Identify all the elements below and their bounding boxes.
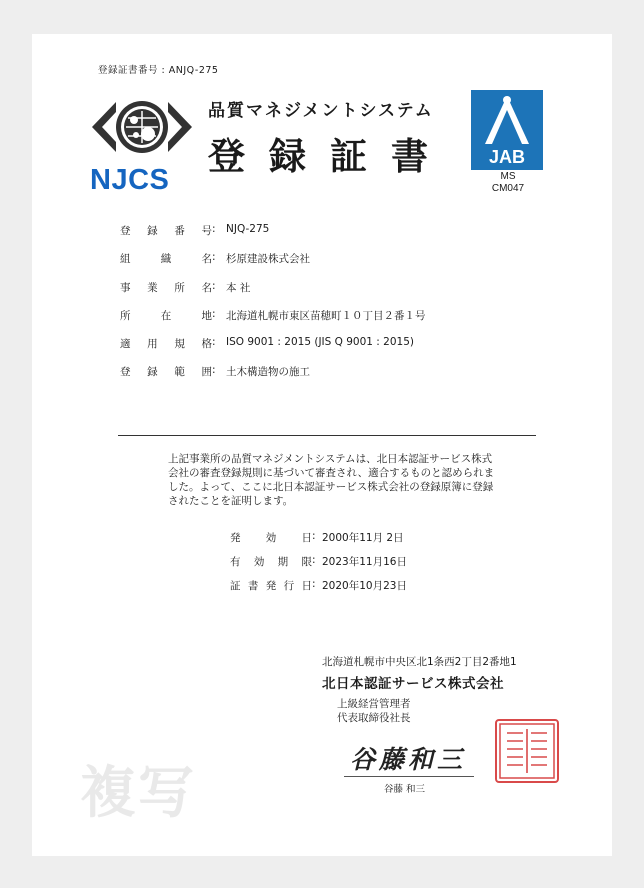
detail-label: 組 織 名: [120, 253, 212, 265]
colon: :: [212, 280, 216, 292]
colon: :: [312, 578, 316, 590]
handwritten-signature: 谷藤和三: [350, 745, 467, 774]
colon: :: [212, 308, 216, 320]
jab-code-label: CM047: [491, 183, 525, 194]
detail-label: 事 業 所 名: [120, 282, 212, 294]
jab-logo-text: JAB: [488, 147, 526, 167]
colon: :: [212, 336, 216, 348]
detail-value: 北海道札幌市東区苗穂町１０丁目２番１号: [226, 310, 426, 322]
signatory-name: 谷藤 和三: [384, 784, 426, 795]
company-seal-stamp: [495, 719, 559, 783]
date-value: 2000年11月 2日: [322, 532, 404, 544]
date-label: 証 書 発 行 日: [230, 580, 312, 592]
njcs-logo-text: NJCS: [90, 164, 170, 196]
detail-value: 杉原建設株式会社: [226, 253, 310, 265]
detail-row-registration-number: [120, 223, 269, 238]
jab-compass-icon: [471, 90, 543, 170]
registration-certificate-number: 登録証書番号 : ANJQ-275: [98, 65, 219, 76]
detail-row-scope: [120, 364, 310, 379]
date-row-expiry: [230, 554, 407, 569]
certificate-sheet: [32, 34, 612, 856]
detail-row-organization: [120, 251, 310, 266]
issuer-address: 北海道札幌市中央区北1条西2丁目2番地1: [322, 656, 517, 668]
signature-underline: [344, 776, 474, 777]
certificate-title: 登録証書: [208, 135, 452, 178]
detail-label: 適 用 規 格: [120, 338, 212, 350]
issuer-position-2: 代表取締役社長: [337, 712, 411, 724]
date-row-effective: [230, 530, 404, 545]
njcs-eye-logo-icon: [90, 88, 194, 166]
detail-row-standard: [120, 336, 414, 351]
issuer-position-1: 上級経営管理者: [337, 698, 411, 710]
detail-label: 所 在 地: [120, 310, 212, 322]
certificate-subtitle: 品質マネジメントシステム: [208, 101, 434, 121]
detail-row-office: [120, 280, 250, 295]
divider-line: [118, 435, 536, 436]
detail-row-address: [120, 308, 426, 323]
detail-value: NJQ-275: [226, 223, 270, 235]
colon: :: [212, 364, 216, 376]
date-label: 有 効 期 限: [230, 556, 312, 568]
issuer-company: 北日本認証サービス株式会社: [322, 676, 504, 692]
jab-accreditation-mark: [471, 90, 543, 170]
jab-scheme-label: [484, 171, 532, 195]
detail-label: 登 録 番 号: [120, 225, 212, 237]
detail-label: 登 録 範 囲: [120, 366, 212, 378]
detail-value: ISO 9001 : 2015 (JIS Q 9001 : 2015): [226, 336, 415, 348]
colon: :: [312, 530, 316, 542]
date-value: 2020年10月23日: [322, 580, 407, 592]
date-value: 2023年11月16日: [322, 556, 407, 568]
colon: :: [212, 223, 216, 235]
colon: :: [212, 251, 216, 263]
seal-icon: [497, 721, 557, 781]
date-label: 発 効 日: [230, 532, 312, 544]
copy-watermark: 複写: [80, 761, 196, 826]
colon: :: [312, 554, 316, 566]
date-row-issued: [230, 578, 407, 593]
certification-statement: 上記事業所の品質マネジメントシステムは、北日本認証サービス株式会社の審査登録規則に基づいて審査され、適合するものと認められました。よって、ここに北日本認証サービス株式会社の登録原簿に登録されたことを証明します。: [168, 453, 495, 507]
detail-value: 本 社: [226, 282, 251, 294]
jab-ms-label: MS: [500, 171, 516, 182]
detail-value: 土木構造物の施工: [226, 366, 310, 378]
